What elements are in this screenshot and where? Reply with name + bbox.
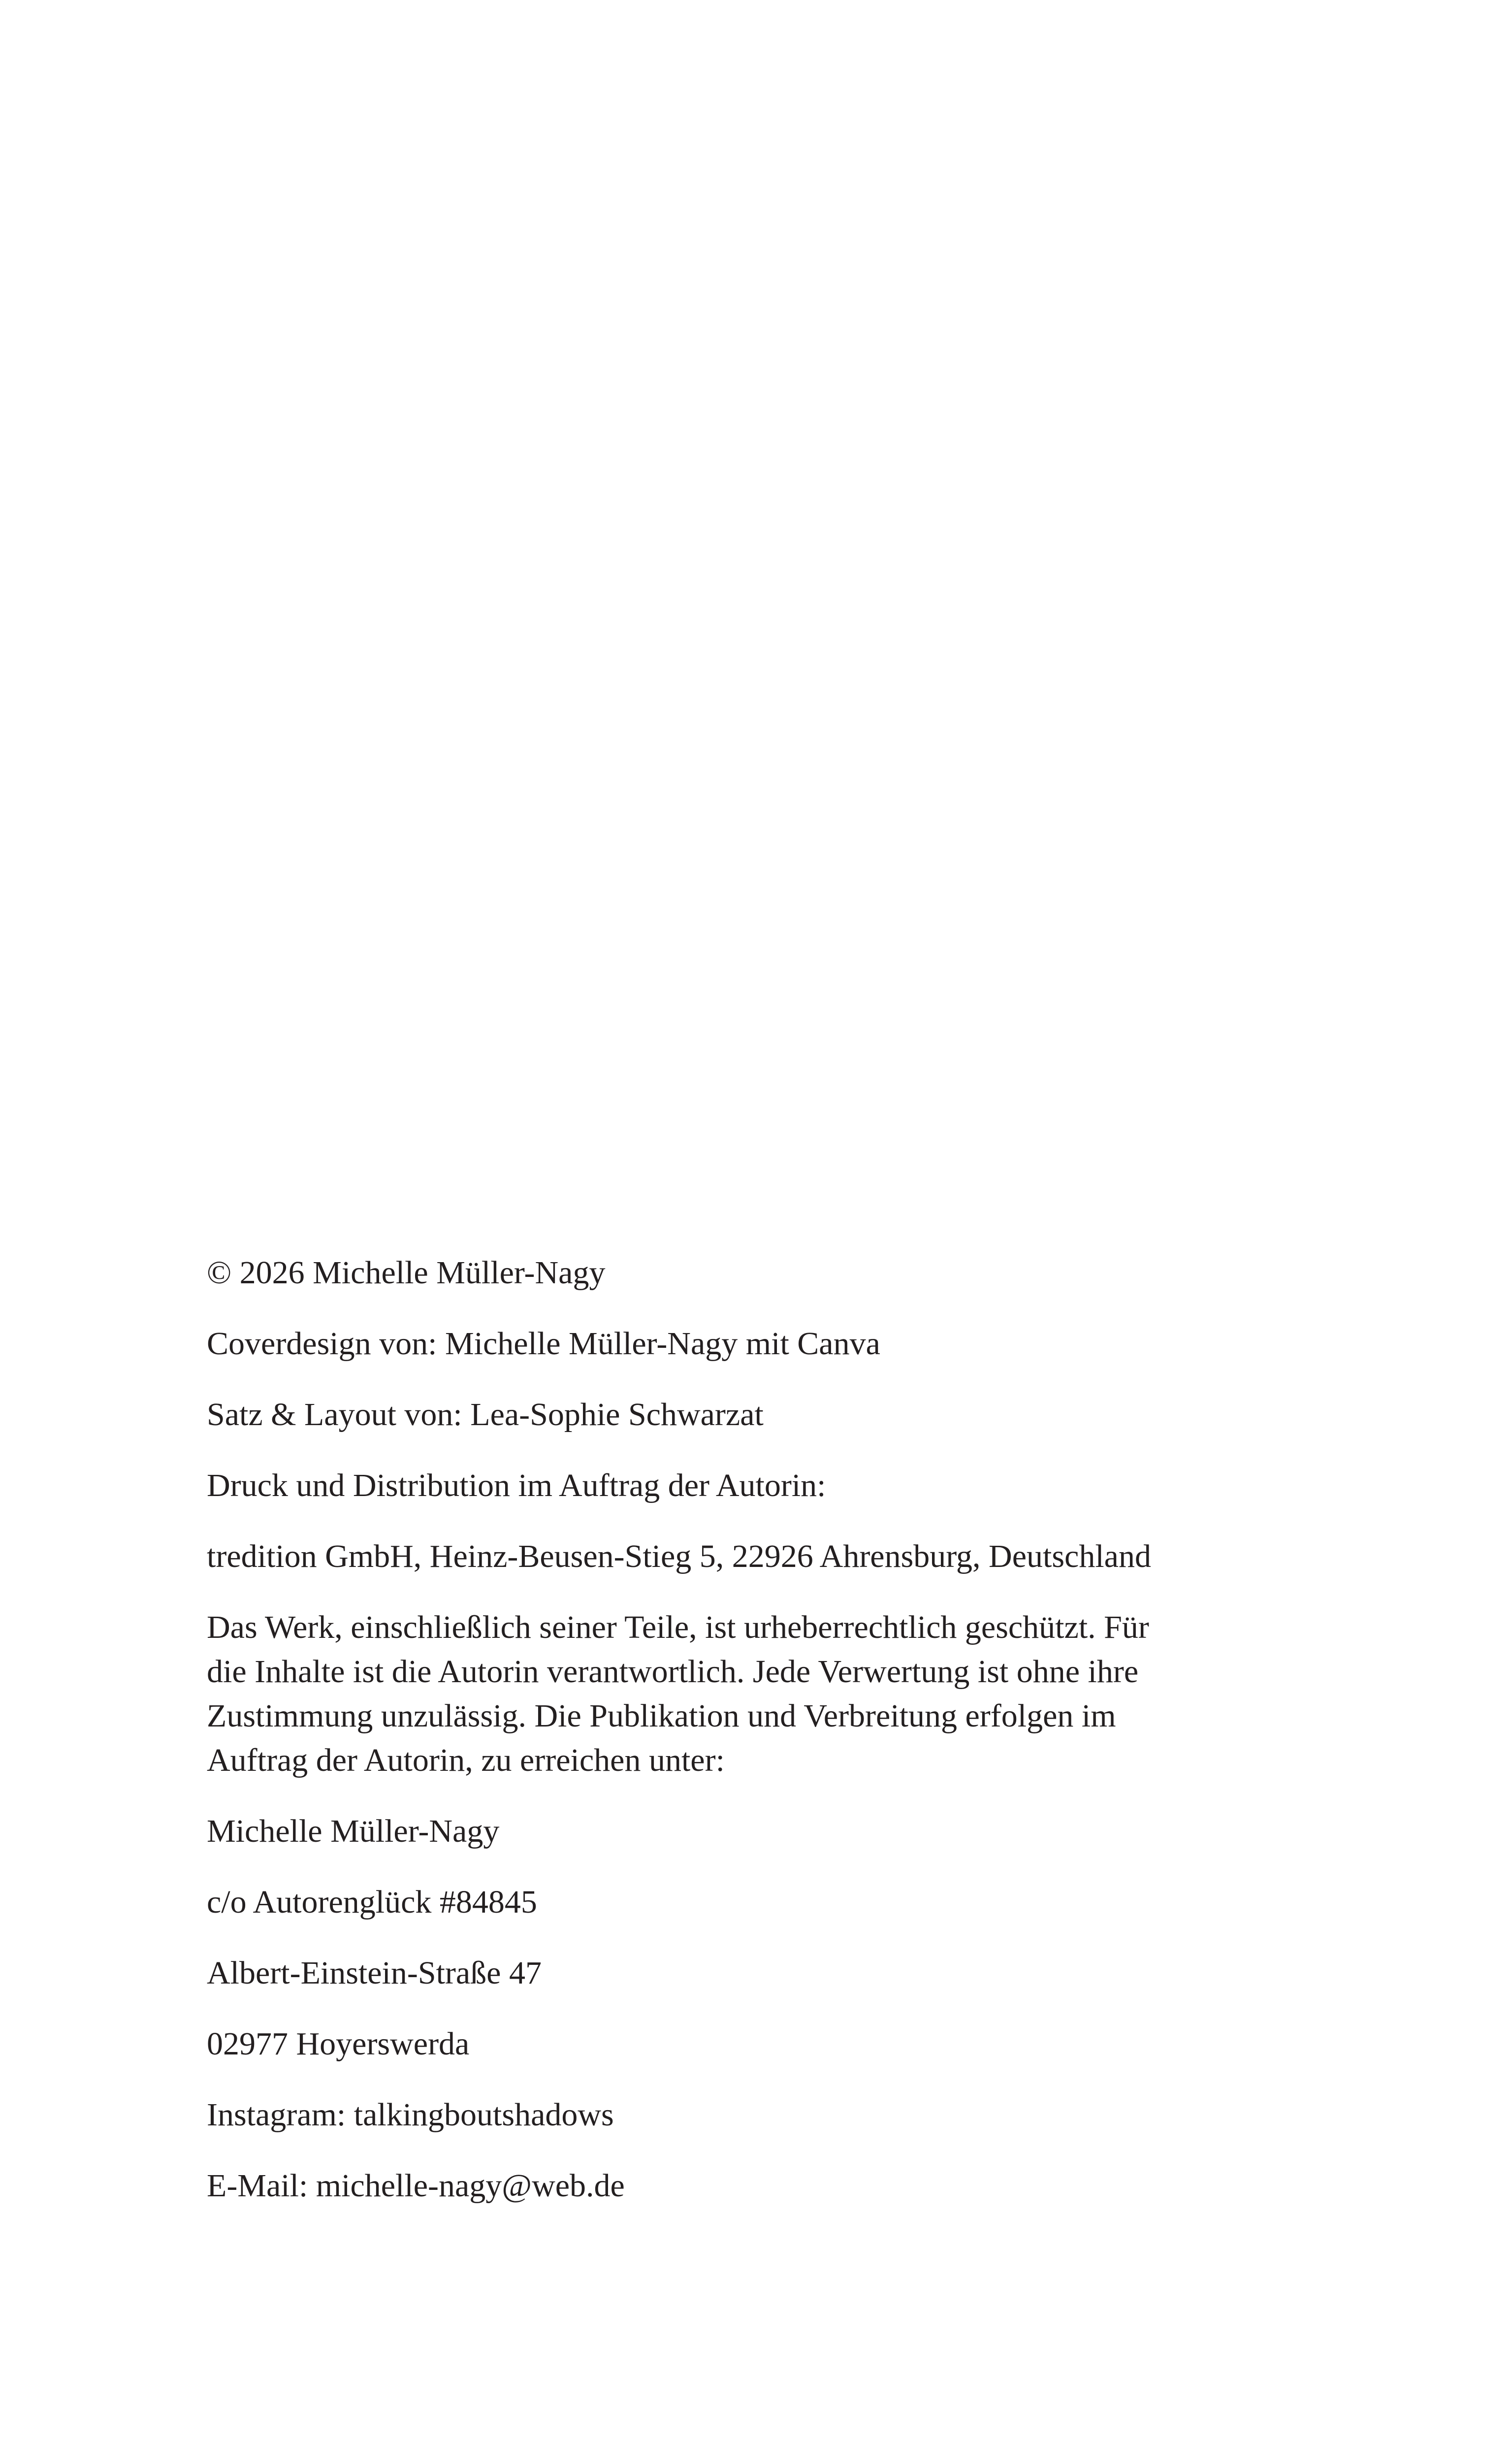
contact-care-of: c/o Autorenglück #84845 (207, 1884, 537, 1920)
rights-notice-line: Das Werk, einschließlich seiner Teile, ist urheberrechtlich geschützt. Für (207, 1609, 1149, 1645)
contact-name: Michelle Müller-Nagy (207, 1813, 500, 1849)
instagram-handle: Instagram: talkingboutshadows (207, 2097, 614, 2133)
contact-street: Albert-Einstein-Straße 47 (207, 1955, 542, 1991)
copyright-line: © 2026 Michelle Müller-Nagy (207, 1255, 606, 1291)
email-address: E-Mail: michelle-nagy@web.de (207, 2168, 625, 2204)
publisher-address: tredition GmbH, Heinz-Beusen-Stieg 5, 22926 Ahrensburg, Deutschland (207, 1538, 1151, 1574)
rights-notice-line: Auftrag der Autorin, zu erreichen unter: (207, 1742, 725, 1778)
typesetting-credit: Satz & Layout von: Lea-Sophie Schwarzat (207, 1397, 764, 1433)
imprint-block (207, 1251, 1310, 2235)
distribution-label: Druck und Distribution im Auftrag der Autorin: (207, 1467, 826, 1503)
rights-notice-line: Zustimmung unzulässig. Die Publikation und Verbreitung erfolgen im (207, 1698, 1116, 1734)
contact-city: 02977 Hoyerswerda (207, 2026, 470, 2062)
cover-design-credit: Coverdesign von: Michelle Müller-Nagy mit Canva (207, 1326, 880, 1362)
rights-notice-line: die Inhalte ist die Autorin verantwortlich. Jede Verwertung ist ohne ihre (207, 1654, 1139, 1690)
rights-notice (207, 1605, 1310, 1783)
